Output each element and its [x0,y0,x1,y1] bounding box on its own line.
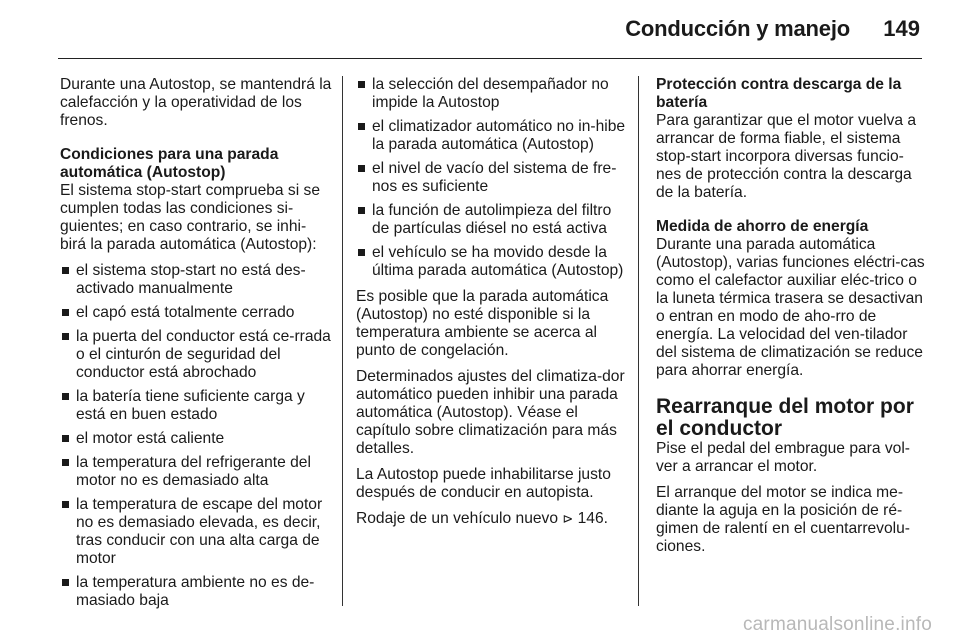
list-item: el nivel de vacío del sistema de fre-nos es suficiente [356,160,626,196]
cross-reference-page[interactable]: 146. [577,510,608,527]
paragraph: Pise el pedal del embrague para vol-ver a arrancar el motor. [656,440,910,475]
list-item: la selección del desempañador no impide la Autostop [356,76,626,112]
cross-reference [356,510,626,528]
section-heading: Condiciones para una parada automática (Autostop) [60,146,279,181]
paragraph: El arranque del motor se indica me-diante la aguja en la posición de ré-gimen de ralentí en el cuentarrevolu-ciones. [656,484,910,555]
cross-reference-text: Rodaje de un vehículo nuevo [356,510,559,527]
page-title: Conducción y manejo [625,16,850,41]
section-heading: Protección contra descarga de la batería [656,76,902,111]
paragraph: Durante una parada automática (Autostop), varias funciones eléctri-cas como el calefactor auxiliar eléc-trico o la luneta térmica trasera se desactivan o entran en modo de aho-rro de energía. La velocidad del ven-tilador del sistema de climatización se reduce para ahorrar energía. [656,236,925,379]
column-divider [342,76,343,606]
list-item: el motor está caliente [60,430,332,448]
list-item: la función de autolimpieza del filtro de partículas diésel no está activa [356,202,626,238]
conditions-list [356,76,626,280]
column-right [656,76,928,564]
conditions-list [60,262,332,610]
column-middle [356,76,626,536]
list-item: el vehículo se ha movido desde la última parada automática (Autostop) [356,244,626,280]
paragraph: Determinados ajustes del climatiza-dor automático pueden inhibir una parada automática (Autostop). Véase el capítulo sobre climatización para más detalles. [356,368,625,457]
paragraph: La Autostop puede inhabilitarse justo después de conducir en autopista. [356,466,611,501]
subsection-heading: Rearranque del motor por el conductor [656,395,914,440]
list-item: el sistema stop-start no está des-activado manualmente [60,262,332,298]
list-item: el climatizador automático no in-hibe la parada automática (Autostop) [356,118,626,154]
list-item: la temperatura del refrigerante del motor no es demasiado alta [60,454,332,490]
watermark: carmanualsonline.info [742,614,932,635]
paragraph: Para garantizar que el motor vuelva a arrancar de forma fiable, el sistema stop-start incorpora diversas funcio-nes de protección contra la descarga de la batería. [656,112,917,201]
intro-paragraph: Durante una Autostop, se mantendrá la calefacción y la operatividad de los frenos. [60,76,332,129]
list-item: el capó está totalmente cerrado [60,304,332,322]
paragraph: El sistema stop-start comprueba si se cumplen todas las condiciones si-guientes; en caso contrario, se inhi-birá la parada automática (Autostop): [60,182,320,253]
page-number: 149 [883,16,920,41]
page-reference-icon: ⊳ [562,511,574,526]
header-divider [58,58,922,59]
list-item: la puerta del conductor está ce-rrada o el cinturón de seguridad del conductor está abrochado [60,328,332,382]
section-heading: Medida de ahorro de energía [656,218,869,235]
list-item: la temperatura ambiente no es de-masiado baja [60,574,332,610]
list-item: la batería tiene suficiente carga y está en buen estado [60,388,332,424]
column-divider [638,76,639,606]
column-left [60,76,332,618]
list-item: la temperatura de escape del motor no es demasiado elevada, es decir, tras conducir con una alta carga de motor [60,496,332,568]
paragraph: Es posible que la parada automática (Autostop) no esté disponible si la temperatura ambiente se acerca al punto de congelación. [356,288,609,359]
